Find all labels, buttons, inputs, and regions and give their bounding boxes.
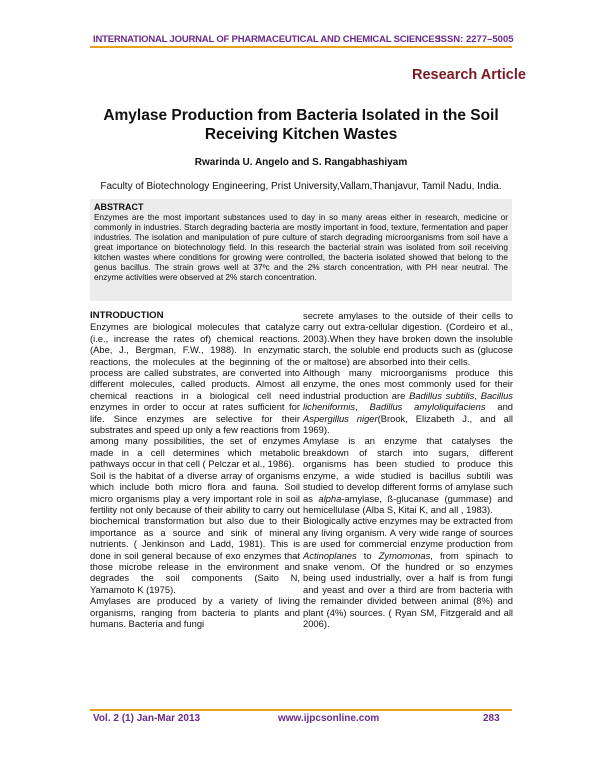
abstract-box	[90, 199, 512, 301]
page-number: 283	[483, 713, 500, 724]
species-name: Badillus amyloliquifaciens	[369, 401, 486, 413]
text: Although many microorganisms produce this enzyme, the ones most commonly used for their industrial production are	[303, 367, 513, 401]
genus-name: Zymomonas	[378, 549, 431, 561]
paragraph: Soil is the habitat of a diverse array of organisms which include both micro flora and fauna. Soil micro organisms play a very important role in soil fertility not only because of their ability to carry out biochemical transformation but also due to their importance as a source and sink of mineral nutrients. ( Jenkinson and Ladd, 1981). This is done in soil general because of exo enzymes that those microbe release in the environment and degrades the soil components (Saito N, Yamamoto K (1975).	[90, 469, 300, 595]
italic-term: alpha	[318, 492, 342, 504]
issn-label: ISSN: 2277–5005	[438, 34, 514, 45]
header-rule	[90, 46, 512, 48]
text: -amylase, ß-glucanase (gummase) and hemicellulase (Alba S, Kitai K, and all , 1983).	[303, 492, 513, 515]
article-type	[412, 67, 526, 83]
authors: Rwarinda U. Angelo and S. Rangabhashiyam	[194, 157, 408, 168]
species-name: Aspergillus niger	[303, 412, 378, 424]
species-name: Badillus subtilis	[409, 389, 475, 401]
text: Biologically active enzymes may be extracted from any living organism. A very wide range of sources are used for commercial enzyme production from	[303, 515, 513, 550]
left-column	[90, 310, 300, 629]
footer-url[interactable]: www.ijpcsonline.com	[278, 713, 380, 724]
abstract-heading: ABSTRACT	[94, 202, 144, 212]
paragraph	[303, 435, 513, 515]
section-heading-introduction: INTRODUCTION	[90, 310, 164, 321]
footer-rule	[90, 709, 512, 711]
paragraph: Although many microorganisms produce this enzyme, the ones most commonly used for their industrial production are Badillus subtilis, Bacillus licheniformis, Badillus amyloliquifaciens and Aspergillus niger(Brook, Elizabeth J., and all 1969).	[303, 367, 514, 436]
abstract-text: Enzymes are the most important substances used to day in so many areas either in research, medicine or commonly in industries. Starch degrading bacteria are mostly important in food, texture, fermentation and paper industries. The isolation and manipulation of pure culture of starch degrading microorganisms from soil have a great importance on biotechnology field. In this research the bacterial strain was isolated from soil receiving kitchen wastes where conditions for growing were controlled, the bacteria isolated showed that belong to the genus bacillus. The strain grows well at 37ºc and the 2% starch concentration, with PH near neutral. The enzyme activities were observed at 2% starch concentration.	[94, 212, 508, 282]
genus-name: Actinoplanes	[303, 549, 357, 561]
right-column	[303, 310, 513, 629]
footer-volume: Vol. 2 (1) Jan-Mar 2013	[93, 713, 201, 724]
journal-name: INTERNATIONAL JOURNAL OF PHARMACEUTICAL AND CHEMICAL SCIENCES	[93, 34, 441, 45]
paper-title: Amylase Production from Bacteria Isolated in the Soil Receiving Kitchen Wastes	[103, 107, 499, 143]
article-type-word2: Article	[480, 67, 526, 83]
species-name: Bacillus licheniformis	[303, 389, 513, 413]
article-type-word1: Research	[412, 67, 478, 83]
text: Amylase is an enzyme that catalyses the breakdown of starch into sugars, different organisms has been studied to produce this enzyme, a wide studied is bacillus subtili was studied to develop different forms of amylase such as	[303, 435, 513, 504]
paragraph	[303, 515, 513, 629]
citation: (Brook, Elizabeth J., and all 1969).	[303, 412, 513, 436]
affiliation: Faculty of Biotechnology Engineering, Prist University,Vallam,Thanjavur, Tamil Nadu, India.	[100, 181, 502, 192]
text: and	[497, 401, 514, 413]
paragraph: Amylases are produced by a variety of living organisms, ranging from bacteria to plants and humans. Bacteria and fungi	[90, 595, 300, 629]
paragraph: Enzymes are biological molecules that catalyze (i.e., increase the rates of) chemical reactions. (Abe, J., Bergman, F.W., 1988). In enzymatic reactions, the molecules at the beginning of the process are called substrates, are converted into different molecules, called products. Almost all chemical reactions in a biological cell need enzymes in order to occur at rates sufficient for life. Since enzymes are selective for their substrates and speed up only a few reactions from among many possibilities, the set of enzymes made in a cell determines which metabolic pathways occur in that cell ( Pelczar et al., 1986).	[90, 321, 300, 470]
text: , from spinach to snake venom. Of the hundred or so enzymes being used industrially, over a half is from fungi and yeast and over a third are from bacteria with the remainder divided between animal (8%) and plant (4%) sources. ( Ryan SM, Fitzgerald and all 2006).	[303, 549, 514, 629]
text: to	[363, 549, 372, 561]
paragraph: secrete amylases to the outside of their cells to carry out extra-cellular digestion. (Cordeiro et al., 2003).When they have broken down the insoluble starch, the soluble end products such as (glucose or maltose) are absorbed into their cells.	[303, 310, 513, 367]
